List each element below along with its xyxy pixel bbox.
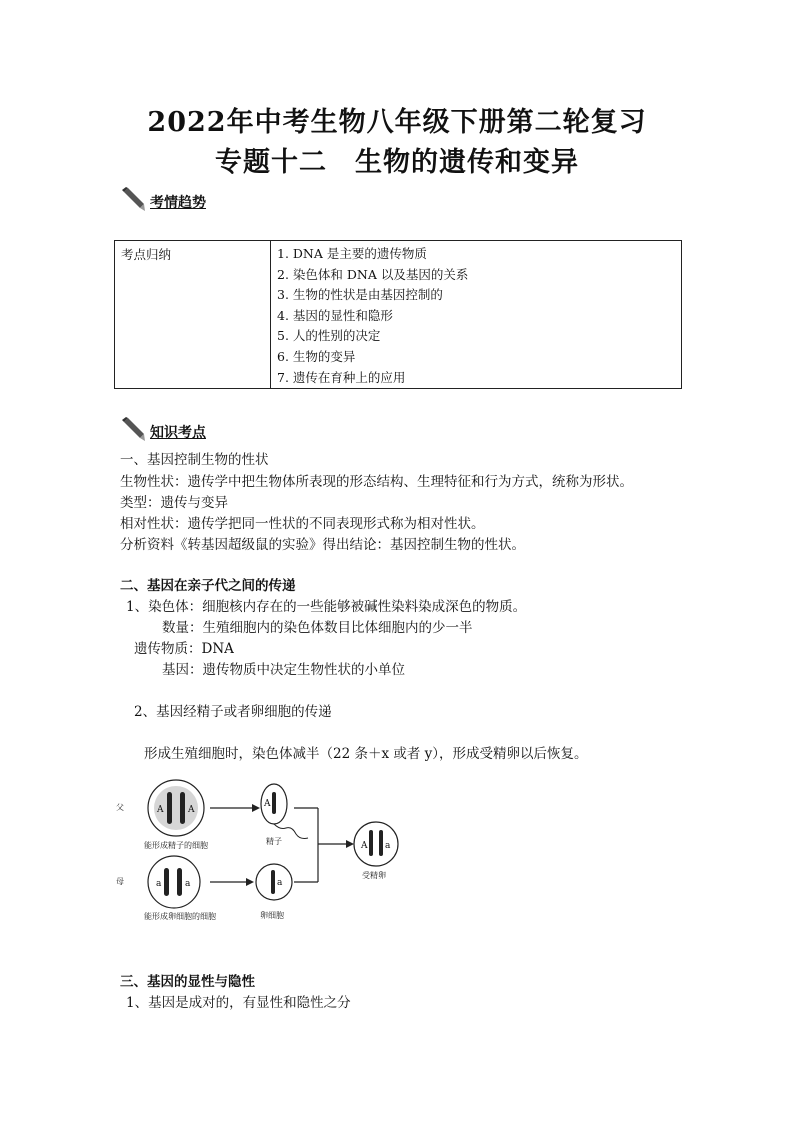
section-trend-label: 考情趋势 xyxy=(150,195,206,211)
part3-heading: 三、基因的显性与隐性 xyxy=(120,974,255,990)
gene-transmission-diagram xyxy=(114,772,404,924)
pencil-icon xyxy=(120,416,146,442)
gene-label: A xyxy=(361,841,368,851)
part2-sub2: 2、基因经精子或者卵细胞的传递 xyxy=(134,704,332,720)
table-items xyxy=(271,241,681,388)
chromosome xyxy=(369,830,373,856)
chromosome xyxy=(167,792,172,824)
arrow-head xyxy=(346,840,354,848)
father-cell-label: 能形成精子的细胞 xyxy=(144,841,208,850)
list-item: 2. 染色体和 DNA 以及基因的关系 xyxy=(277,266,469,282)
gene-label: a xyxy=(277,878,283,888)
gene-label: a xyxy=(185,879,191,889)
pencil-icon xyxy=(120,186,146,212)
part1-heading: 一、基因控制生物的性状 xyxy=(120,452,269,468)
part1-line: 生物性状：遗传学中把生物体所表现的形态结构、生理特征和行为方式，统称为形状。 xyxy=(120,474,633,490)
chromosome xyxy=(164,868,169,896)
chromosome xyxy=(379,830,383,856)
part2-line: 遗传物质：DNA xyxy=(134,641,234,657)
list-item: 5. 人的性别的决定 xyxy=(277,328,381,344)
chromosome xyxy=(271,870,275,894)
father-label: 父 xyxy=(116,803,124,812)
gene-label: a xyxy=(385,841,391,851)
section-knowledge-label: 知识考点 xyxy=(150,425,206,441)
part1-line: 分析资料《转基因超级鼠的实验》得出结论：基因控制生物的性状。 xyxy=(120,537,525,553)
arrow-head xyxy=(246,878,254,886)
list-item: 3. 生物的性状是由基因控制的 xyxy=(277,287,443,303)
chromosome xyxy=(177,868,182,896)
part3-line: 1、基因是成对的，有显性和隐性之分 xyxy=(126,995,351,1011)
list-item: 1. DNA 是主要的遗传物质 xyxy=(277,246,427,261)
chromosome xyxy=(180,792,185,824)
arrow-head xyxy=(252,804,260,812)
gene-label: a xyxy=(156,879,162,889)
exam-points-table xyxy=(114,240,682,389)
page-subtitle: 专题十二 生物的遗传和变异 xyxy=(215,147,579,178)
mother-label: 母 xyxy=(116,877,124,886)
list-item: 6. 生物的变异 xyxy=(277,348,356,364)
zygote-label: 受精卵 xyxy=(362,871,386,880)
part2-line: 数量：生殖细胞内的染色体数目比体细胞内的少一半 xyxy=(162,620,473,636)
part1-line: 类型：遗传与变异 xyxy=(120,495,228,511)
mother-cell-label: 能形成卵细胞的细胞 xyxy=(144,912,216,921)
table-left-label: 考点归纳 xyxy=(115,241,271,388)
list-item: 4. 基因的显性和隐形 xyxy=(277,307,393,323)
list-item: 7. 遗传在育种上的应用 xyxy=(277,369,406,385)
gene-label: A xyxy=(157,805,164,815)
page-title: 2022年中考生物八年级下册第二轮复习 xyxy=(147,107,647,138)
chromosome xyxy=(272,792,276,814)
part2-line: 1、染色体：细胞核内存在的一些能够被碱性染料染成深色的物质。 xyxy=(126,599,527,615)
part2-heading: 二、基因在亲子代之间的传递 xyxy=(120,578,296,594)
gene-label: A xyxy=(188,805,195,815)
sperm-label: 精子 xyxy=(266,837,282,846)
gene-label: A xyxy=(264,799,271,809)
part2-desc: 形成生殖细胞时，染色体减半（22 条＋x 或者 y），形成受精卵以后恢复。 xyxy=(144,746,588,762)
section-knowledge xyxy=(120,416,206,442)
part2-line: 基因：遗传物质中决定生物性状的小单位 xyxy=(162,662,405,678)
section-trend xyxy=(120,186,206,212)
egg-label: 卵细胞 xyxy=(260,911,284,920)
part1-line: 相对性状：遗传学把同一性状的不同表现形式称为相对性状。 xyxy=(120,516,485,532)
